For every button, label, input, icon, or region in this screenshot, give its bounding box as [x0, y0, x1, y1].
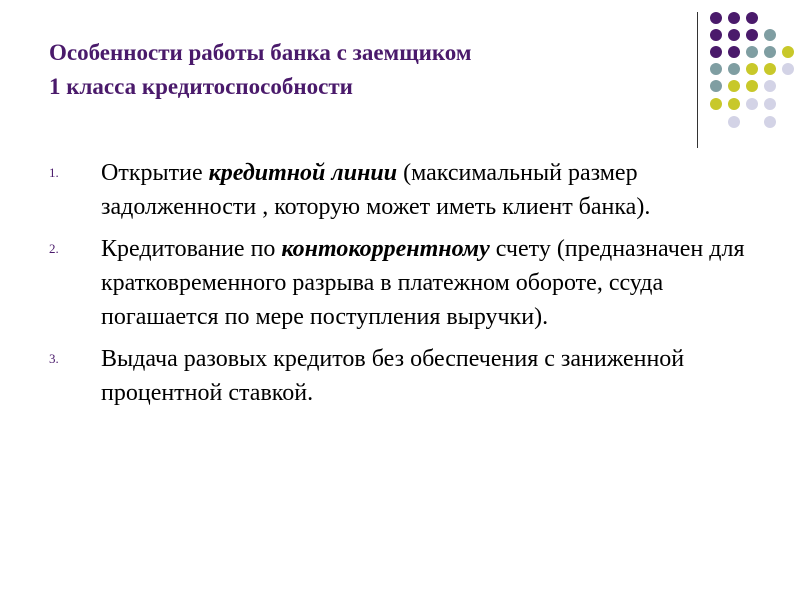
- decorative-dot: [710, 98, 722, 110]
- list-item: [49, 156, 769, 224]
- decorative-dot: [764, 116, 776, 128]
- list-item-text: [101, 236, 745, 330]
- list-item: [49, 232, 769, 334]
- decorative-dot: [746, 12, 758, 24]
- decorative-dot: [710, 46, 722, 58]
- slide-title-line-2: 1 класса кредитоспособности: [49, 74, 353, 99]
- decorative-dot: [764, 63, 776, 75]
- decorative-dot: [728, 12, 740, 24]
- decorative-dot: [728, 46, 740, 58]
- decorative-dot: [728, 29, 740, 41]
- decorative-dot: [764, 29, 776, 41]
- list-item-text-part: Кредитование по: [101, 236, 282, 262]
- decorative-dot: [728, 80, 740, 92]
- decorative-dot: [746, 80, 758, 92]
- list-item-text: [101, 160, 650, 220]
- list-item-text-part: Открытие: [101, 160, 209, 186]
- decorative-dot: [746, 46, 758, 58]
- decorative-dot: [764, 98, 776, 110]
- decorative-dot: [782, 63, 794, 75]
- decorative-dot-grid: [0, 0, 800, 160]
- slide-title-line-1: Особенности работы банка с заемщиком: [49, 40, 472, 65]
- decorative-dot: [728, 98, 740, 110]
- list-item-text-part: (максимальный размер задолженности , которую может иметь клиент банка).: [101, 160, 651, 220]
- decorative-dot: [782, 46, 794, 58]
- decorative-dot: [710, 12, 722, 24]
- numbered-list: [49, 156, 769, 418]
- list-item-text-part: счету (предназначен для кратковременного разрыва в платежном обороте, ссуда погашается по мере поступления выручки).: [101, 236, 745, 330]
- list-item: [49, 342, 769, 410]
- decorative-dot: [710, 63, 722, 75]
- decorative-dot: [710, 29, 722, 41]
- list-item-emphasis: кредитной линии: [208, 160, 398, 186]
- decorative-dot: [764, 80, 776, 92]
- decorative-dot: [746, 63, 758, 75]
- decorative-dot: [746, 29, 758, 41]
- decorative-dot: [728, 116, 740, 128]
- list-item-number: 1.: [49, 165, 59, 180]
- list-item-emphasis: контокоррентному: [281, 236, 490, 262]
- list-item-text: Выдача разовых кредитов без обеспечения с заниженной процентной ставкой.: [101, 346, 685, 406]
- list-item-number: 3.: [49, 351, 59, 366]
- decorative-dot: [728, 63, 740, 75]
- decorative-dot: [746, 98, 758, 110]
- decorative-dot: [764, 46, 776, 58]
- list-item-number: 2.: [49, 241, 59, 256]
- decorative-dot: [710, 80, 722, 92]
